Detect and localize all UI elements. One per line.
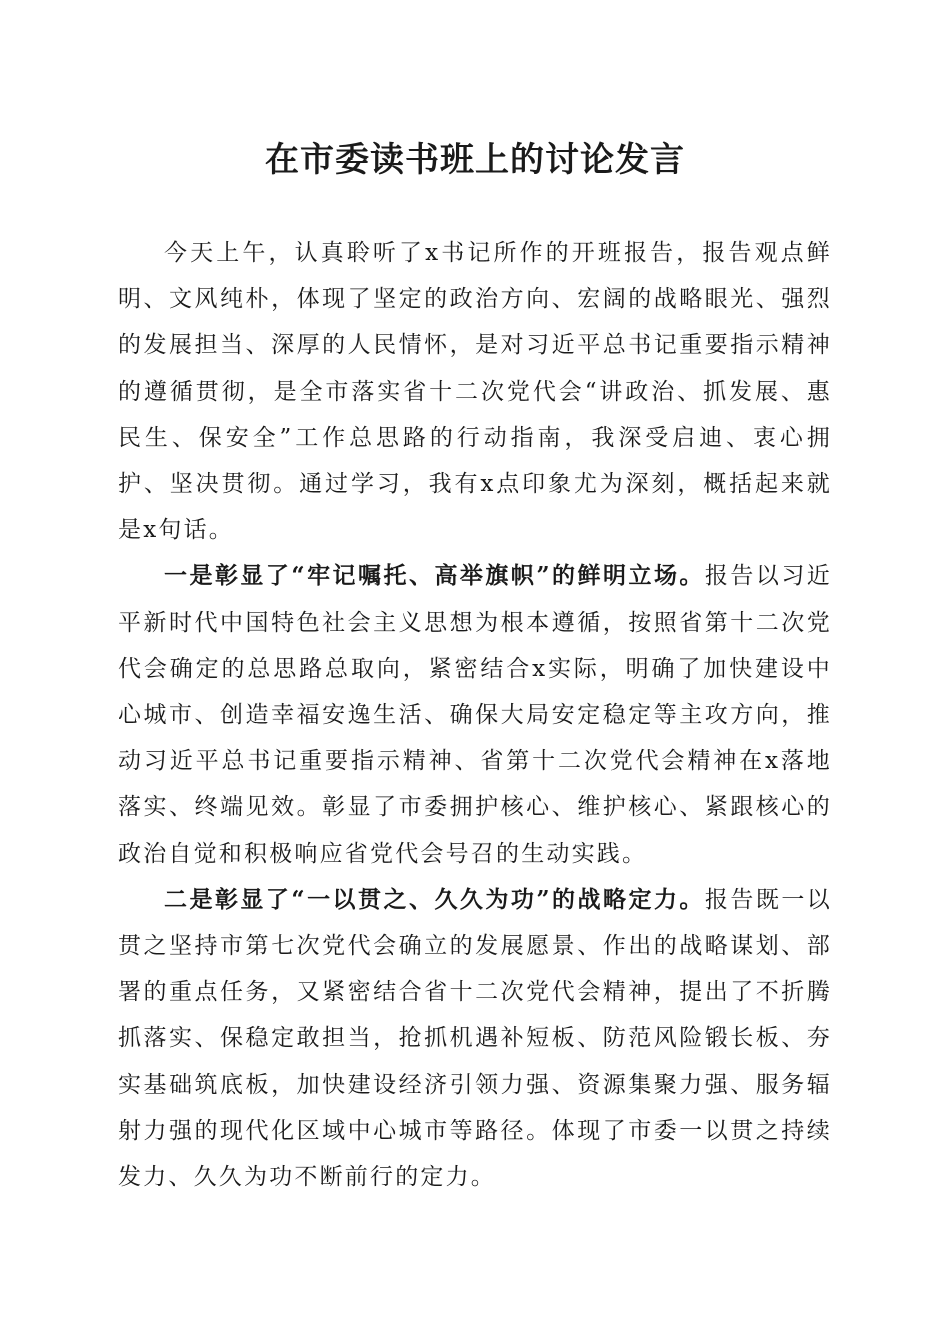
paragraph-intro	[118, 230, 832, 553]
paragraph-text: 报告既一以贯之坚持市第七次党代会确立的发展愿景、作出的战略谋划、部署的重点任务，又紧密结合省十二次党代会精神，提出了不折腾抓落实、保稳定敢担当，抢抓机遇补短板、防范风险锻长板、夯实基础筑底板，加快建设经济引领力强、资源集聚力强、服务辐射力强的现代化区域中心城市等路径。体现了市委一以贯之持续发力、久久为功不断前行的定力。	[118, 886, 833, 1191]
document-title: 在市委读书班上的讨论发言	[265, 140, 685, 180]
paragraph-lead: 一是彰显了“牢记嘱托、高举旗帜”的鲜明立场。	[164, 562, 705, 590]
paragraph-point-2	[118, 877, 832, 1200]
document-body	[118, 230, 832, 1200]
paragraph-text: 报告以习近平新时代中国特色社会主义思想为根本遵循，按照省第十二次党代会确定的总思路总取向，紧密结合x实际，明确了加快建设中心城市、创造幸福安逸生活、确保大局安定稳定等主攻方向，推动习近平总书记重要指示精神、省第十二次党代会精神在x落地落实、终端见效。彰显了市委拥护核心、维护核心、紧跟核心的政治自觉和积极响应省党代会号召的生动实践。	[118, 563, 833, 867]
paragraph-point-1	[118, 553, 832, 876]
paragraph-lead: 二是彰显了“一以贯之、久久为功”的战略定力。	[164, 885, 705, 913]
paragraph-text: 今天上午，认真聆听了x书记所作的开班报告，报告观点鲜明、文风纯朴，体现了坚定的政治方向、宏阔的战略眼光、强烈的发展担当、深厚的人民情怀，是对习近平总书记重要指示精神的遵循贯彻，是全市落实省十二次党代会“讲政治、抓发展、惠民生、保安全”工作总思路的行动指南，我深受启迪、衷心拥护、坚决贯彻。通过学习，我有x点印象尤为深刻，概括起来就是x句话。	[118, 240, 832, 544]
